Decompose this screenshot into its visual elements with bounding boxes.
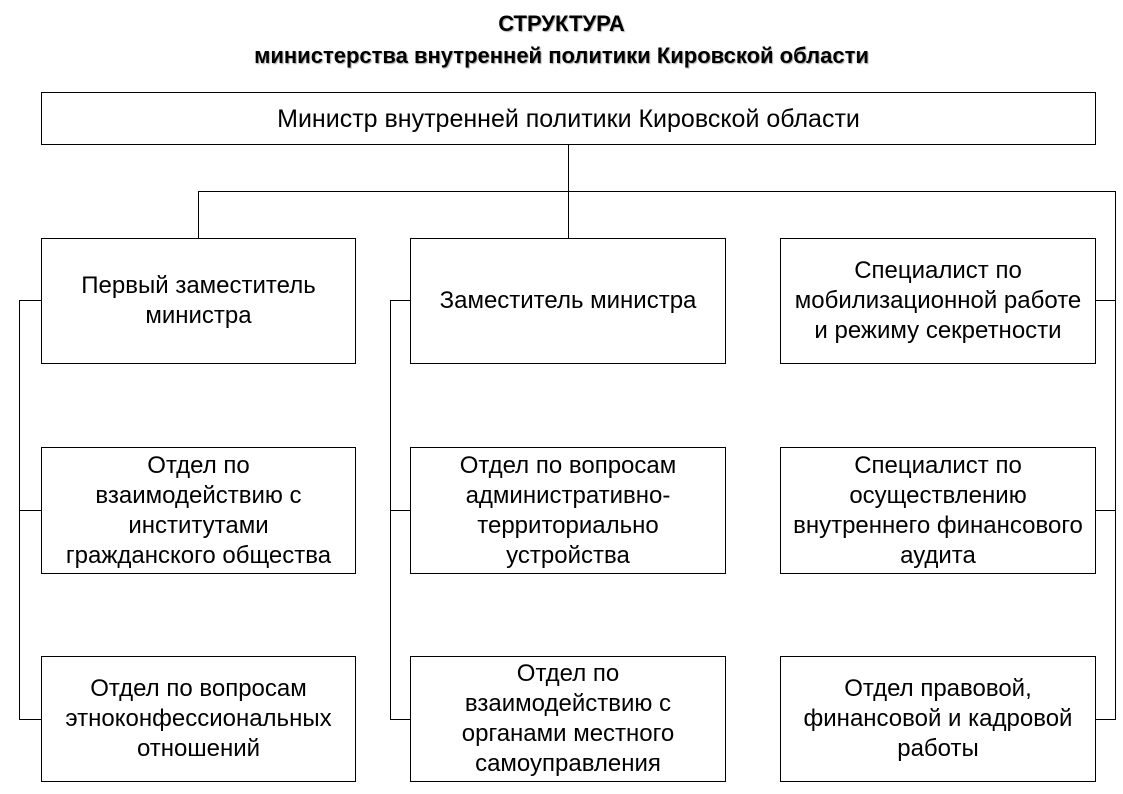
mobilization-specialist-label: Специалист по мобилизационной работе и режиму секретности (794, 257, 1082, 344)
legal-finance-hr-dept-label: Отдел правовой, финансовой и кадровой работы (803, 675, 1073, 762)
first-deputy-box (41, 238, 356, 364)
local-government-dept-label: Отдел по взаимодействию с органами местного самоуправления (461, 660, 675, 777)
admin-territorial-dept-label: Отдел по вопросам административно-территориально устройства (459, 451, 677, 569)
local-government-dept-box (410, 656, 726, 782)
financial-audit-specialist-box (780, 447, 1096, 574)
civil-society-dept-label: Отдел по взаимодействию с институтами гражданского общества (65, 451, 332, 569)
civil-society-dept-box (41, 447, 356, 574)
chart-title: СТРУКТУРА (498, 11, 625, 36)
minister-label: Министр внутренней политики Кировской области (277, 104, 860, 133)
deputy-box (410, 238, 726, 364)
chart-subtitle: министерства внутренней политики Кировской области (254, 43, 869, 68)
minister-box (41, 92, 1096, 145)
mobilization-specialist-box (780, 238, 1096, 364)
first-deputy-label: Первый заместитель министра (81, 272, 316, 329)
ethno-confessional-dept-label: Отдел по вопросам этноконфессиональных отношений (65, 675, 332, 762)
financial-audit-specialist-label: Специалист по осуществлению внутреннего финансового аудита (793, 451, 1083, 569)
ethno-confessional-dept-box (41, 656, 356, 782)
admin-territorial-dept-box (410, 447, 726, 574)
deputy-label: Заместитель министра (439, 287, 697, 314)
legal-finance-hr-dept-box (780, 656, 1096, 782)
